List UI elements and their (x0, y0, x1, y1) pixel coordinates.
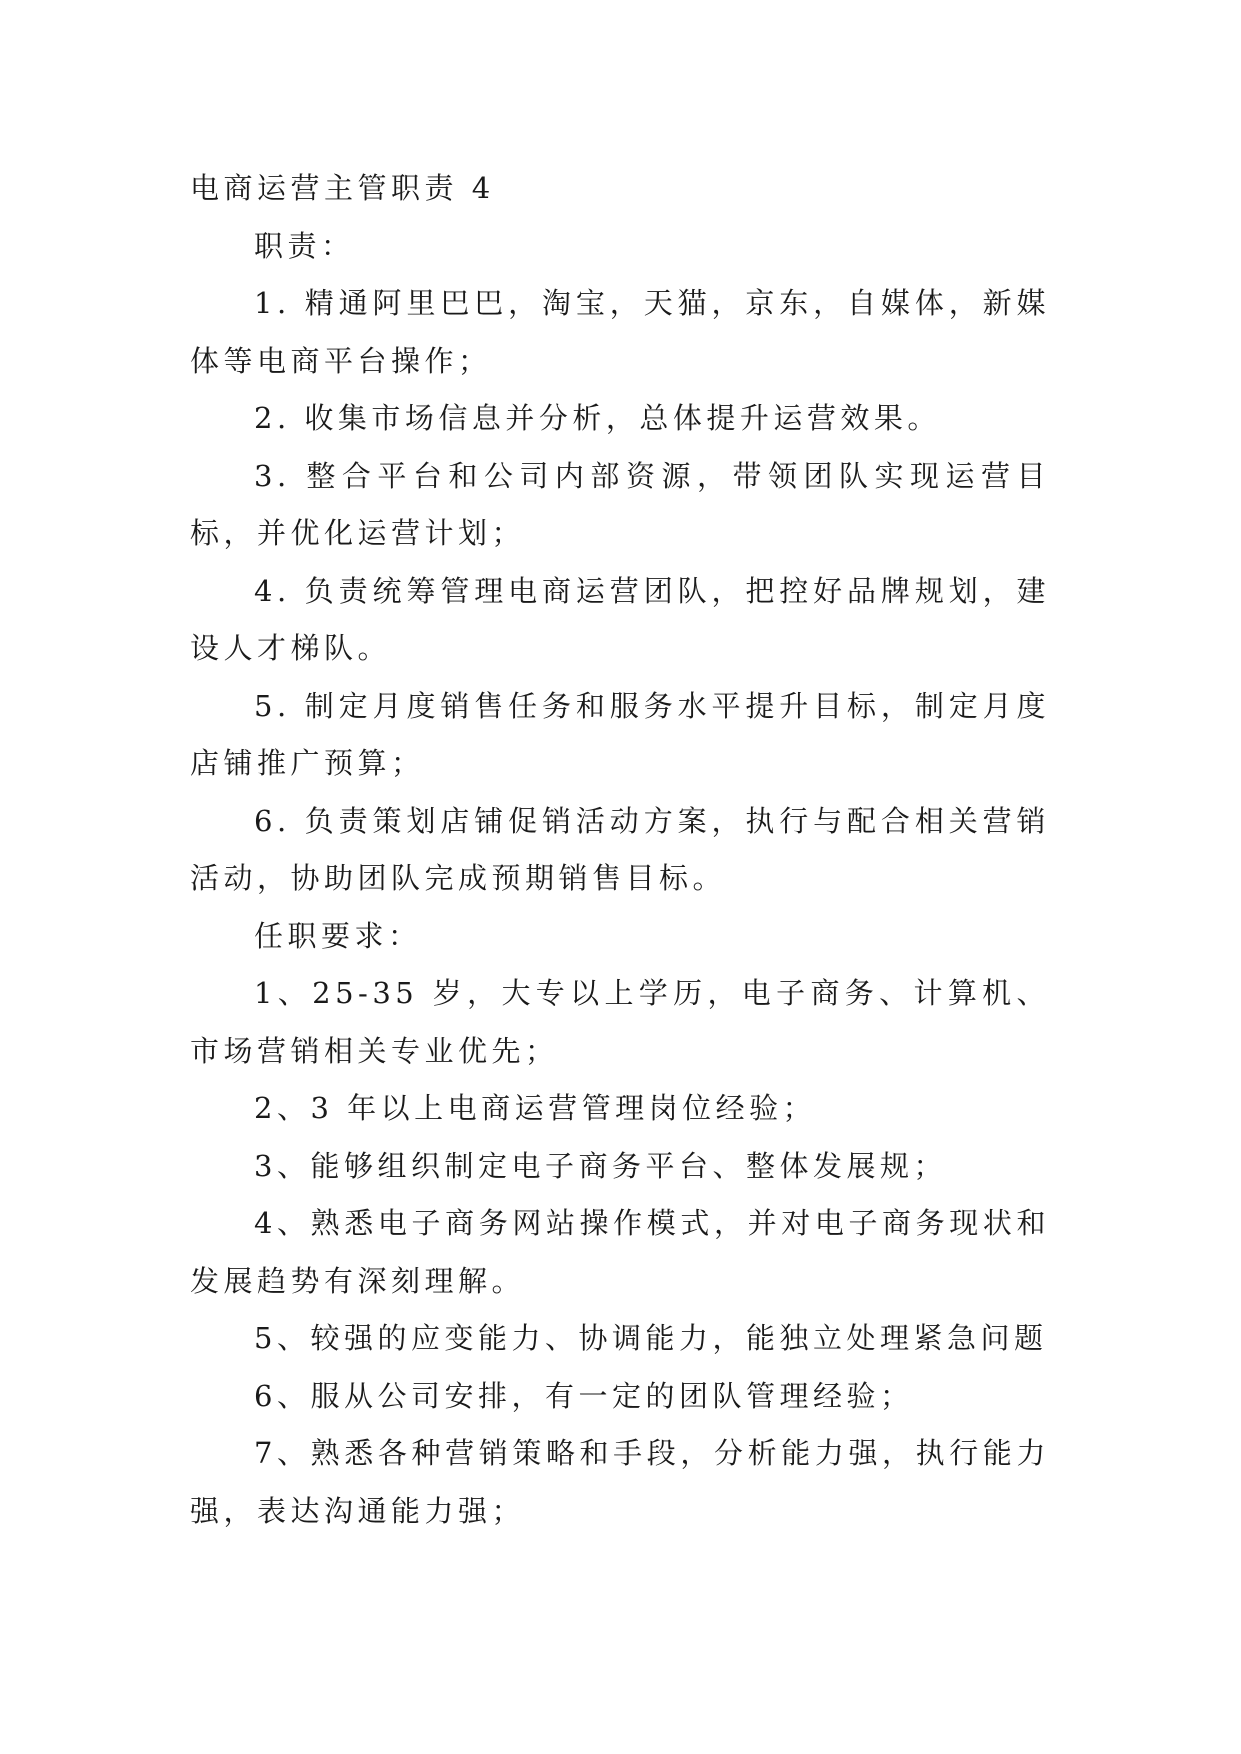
requirement-item: 4、熟悉电子商务网站操作模式，并对电子商务现状和发展趋势有深刻理解。 (190, 1206, 1050, 1298)
requirement-item: 7、熟悉各种营销策略和手段，分析能力强，执行能力强，表达沟通能力强； (190, 1436, 1050, 1528)
duty-item: 4. 负责统筹管理电商运营团队，把控好品牌规划，建设人才梯队。 (190, 573, 1050, 665)
requirements-list (190, 965, 1050, 1540)
requirements-heading: 任职要求： (254, 918, 422, 953)
document-title: 电商运营主管职责 4 (190, 171, 495, 205)
duty-item: 6. 负责策划店铺促销活动方案，执行与配合相关营销活动，协助团队完成预期销售目标。 (190, 803, 1050, 895)
requirement-item: 6、服从公司安排，有一定的团队管理经验； (254, 1378, 914, 1413)
requirement-item: 1、25-35 岁，大专以上学历，电子商务、计算机、市场营销相关专业优先； (190, 976, 1050, 1068)
duties-list (190, 275, 1050, 908)
duty-item: 1. 精通阿里巴巴，淘宝，天猫，京东，自媒体，新媒体等电商平台操作； (190, 286, 1050, 378)
duty-item: 2. 收集市场信息并分析，总体提升运营效果。 (254, 401, 941, 435)
duty-item: 3. 整合平台和公司内部资源，带领团队实现运营目标，并优化运营计划； (190, 458, 1050, 550)
requirement-item: 5、较强的应变能力、协调能力，能独立处理紧急问题 (254, 1321, 1048, 1355)
duties-heading: 职责： (254, 228, 355, 263)
requirement-item: 3、能够组织制定电子商务平台、整体发展规； (254, 1148, 947, 1183)
duty-item: 5. 制定月度销售任务和服务水平提升目标，制定月度店铺推广预算； (190, 688, 1050, 780)
requirement-item: 2、3 年以上电商运营管理岗位经验； (254, 1091, 817, 1125)
document-body (190, 160, 1050, 1540)
